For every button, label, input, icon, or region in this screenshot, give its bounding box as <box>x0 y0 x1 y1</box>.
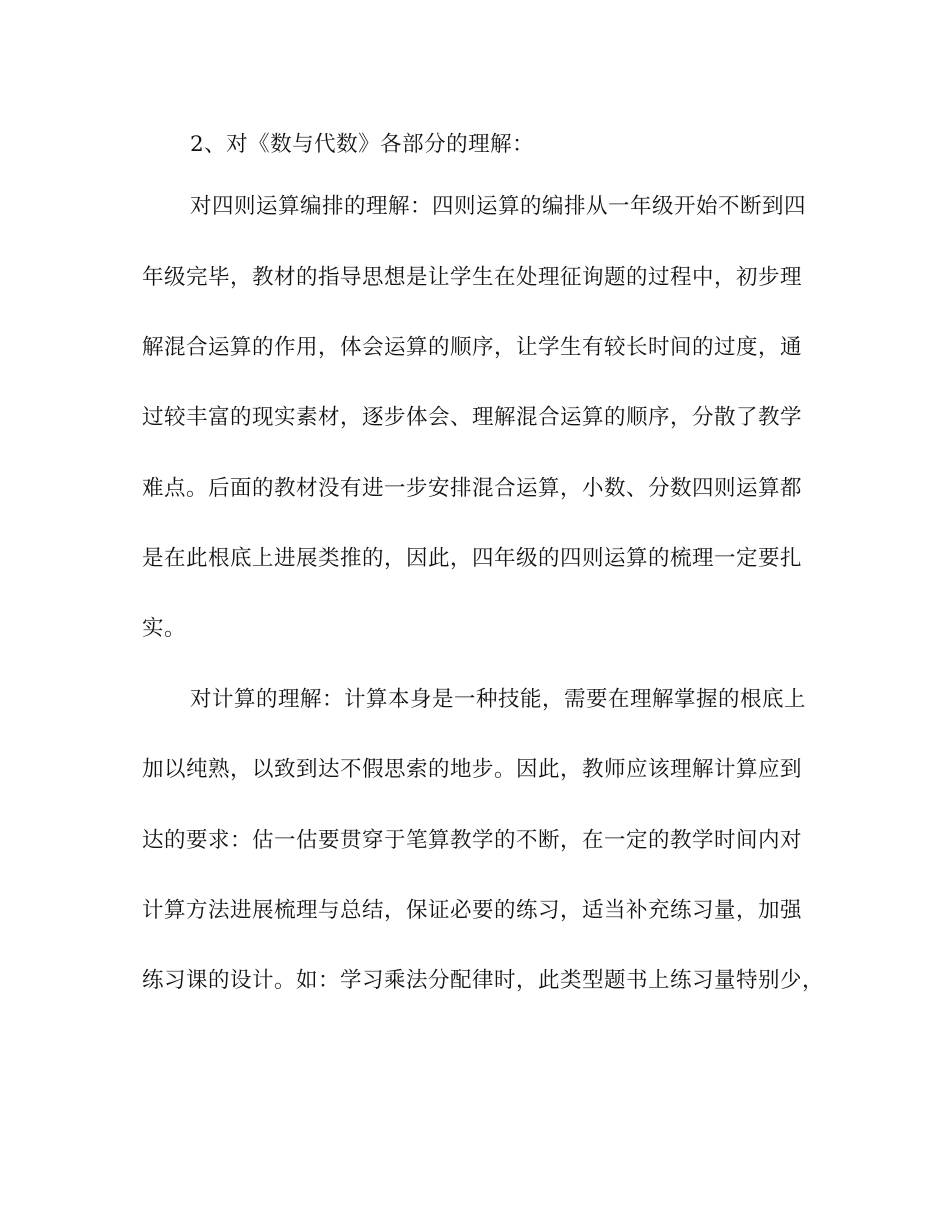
paragraph-line: 年级完毕，教材的指导思想是让学生在处理征询题的过程中，初步理 <box>142 265 803 290</box>
section-heading: 2、对《数与代数》各部分的理解： <box>190 132 535 157</box>
paragraph-line: 达的要求：估一估要贯穿于笔算教学的不断，在一定的教学时间内对 <box>142 828 803 853</box>
paragraph-line: 练习课的设计。如：学习乘法分配律时，此类型题书上练习量特别少， <box>142 968 825 993</box>
paragraph-line: 过较丰富的现实素材，逐步体会、理解混合运算的顺序，分散了教学 <box>142 405 803 430</box>
paragraph-line: 对计算的理解：计算本身是一种技能，需要在理解掌握的根底上 <box>190 687 807 712</box>
paragraph-line: 解混合运算的作用，体会运算的顺序，让学生有较长时间的过度，通 <box>142 335 803 360</box>
paragraph-line: 加以纯熟，以致到达不假思索的地步。因此，教师应该理解计算应到 <box>142 757 803 782</box>
paragraph-line: 计算方法进展梳理与总结，保证必要的练习，适当补充练习量，加强 <box>142 898 803 923</box>
paragraph-line: 难点。后面的教材没有进一步安排混合运算，小数、分数四则运算都 <box>142 476 803 501</box>
paragraph-line: 是在此根底上进展类推的，因此，四年级的四则运算的梳理一定要扎 <box>142 546 803 571</box>
paragraph-line: 对四则运算编排的理解：四则运算的编排从一年级开始不断到四 <box>190 194 807 219</box>
paragraph-line: 实。 <box>142 616 187 641</box>
